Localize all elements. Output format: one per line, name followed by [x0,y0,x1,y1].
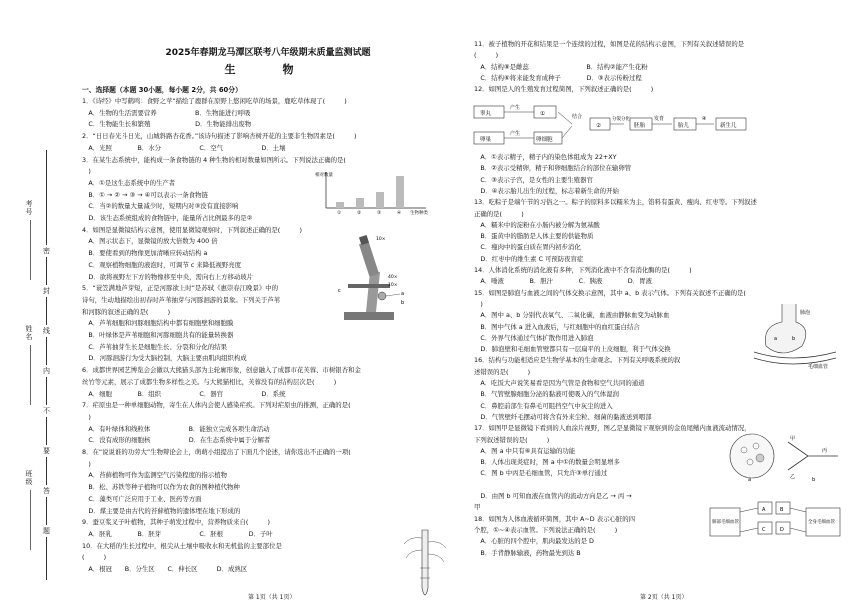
question-line: 7．疟原虫是一种单细胞动物，寄生在人体内会使人感染疟疾。下列对疟原虫的推测，正确的是( [82,401,351,410]
question-line: A．芦苇细胞和河豚细胞结构中都有细胞壁和细胞膜 [82,319,234,328]
chart-tick: ④ [397,211,402,216]
question-line: 14．人体消化系统的消化液有多种，下列消化液中不含有消化酶的是( ) [474,266,692,274]
flow-arrow-label: 产生 [510,105,521,111]
flow-arrow-label: 产生 [510,131,521,137]
question-line: C．生物能生长和繁殖 D．生物能排出废物 [82,120,252,129]
question-line: 10．在大稻的生长过程中，根尖从土壤中吸收水和无机盐的主要部位是 [82,541,282,550]
capillary-label: 毛细血管 [808,364,829,370]
flow-box: 胚胎 [634,123,646,129]
question-line: 9．蚕豆浆叉子叶植物，其种子萌发过程中，营养物质来自( ) [82,518,270,527]
question-line: 下列叙述错误的是( ) [474,435,550,444]
chart-xlabel: 生物种类 [410,211,428,216]
seal-char: 不 [43,407,50,415]
question-line: 16．结构与功能相适应是生物学基本的生命观念。下列有关呼吸系统的叙 [474,356,681,365]
gas-label: a [774,336,778,342]
blood-smear-figure [728,432,848,482]
circulation-figure [706,488,846,588]
question-line: A．胚乳 B．胚芽 C．胚根 D．子叶 [82,529,273,538]
class-blank [30,490,31,550]
exam-subject: 生 物 [224,63,312,76]
question-line: 13．吃粽子是端午节的习俗之一。粽子的原料多以糯米为主，馅料有蛋黄、瘦肉、红枣等。下列叙述 [474,198,757,207]
question-line: 17．如图甲是显微镜下看到的人血涂片视野，图乙是显微镜下观察到的金鱼尾鳍内血液流动情况， [474,424,751,433]
seal-char: 封 [43,287,50,295]
question-line: B．图中气体 a 进入血液后，与红细胞中的血红蛋白结合 [474,322,640,331]
question-line: A．光照 B．水分 C．空气 D．土壤 [82,143,286,152]
chart-bar [336,202,344,208]
chart-ylabel: 相对数量 [315,173,333,178]
question-line: 18．如图为人体血液循环简图，其中 A~D 表示心脏的四 [474,514,636,523]
question-line: C．芦苇抽芽生长是细胞生长、分裂和分化的结果 [82,342,228,351]
question-line: 诗句，生动地描绘出初春时芦苇抽芽与河豚洄游的景象。下列关于芦苇 [82,295,281,304]
flow-arrow-label: 结合 [572,114,583,120]
question-line: D．欲将视野左下方的物像移至中央，需向右上方移动玻片 [82,272,254,281]
alveolus-figure [752,300,842,370]
microscope-label: 10× [388,283,398,288]
question-line: A．苔藓植物可作为监测空气污染程度的指示植物 [82,471,227,480]
flow-box: 卵巢 [480,137,492,143]
question-line: B．人体出现炎症时，图 a 中①的数量会明显增多 [474,458,620,467]
binding-gutter [22,150,62,580]
seal-char: 密 [43,247,50,255]
chart-tick: ① [337,211,342,216]
flow-box: 睾丸 [480,111,492,117]
question-line: 6．成都世界园艺博览会会徽以大熊猫头部为主轮廓形象，创意融入了成都市花芙蓉、市树银杏和金 [82,366,361,375]
question-line: A．图示状态下，显微镜的放大倍数为 400 倍 [82,237,218,246]
question-line: 3．在某生态系统中，能构成一条食物链的 4 种生物的相对数量如图所示。下列说法正确的是( [82,155,346,164]
question-line: C．外界气体通过气体扩散作用进入肺泡 [474,333,594,342]
exam-title: 2025年春期龙马潭区联考八年级期末质量监测试题 [165,48,371,58]
chart-bar [376,192,384,208]
question-line: B．① → ② → ③ → ④可以表示一条食物链 [82,190,208,199]
question-line: A．图中 a、b 分别代表氧气、二氧化碳，血液由静脉血变为动脉血 [474,311,670,320]
microscope-label: c [338,288,341,294]
question-line: C．③表示子宫，是女性的主要生殖器官 [474,175,593,184]
question-line: D．④表示胎儿出生的过程，标志着新生命的开始 [474,186,619,195]
question-line: 11．被子植物的开花和结果是一个连续的过程，如图是花的结构示意图，下列有关叙述错误的是 [474,40,745,48]
student-id-label: 考号 [25,200,33,216]
student-id-blank [30,220,31,280]
question-line: A．吃饭大声说笑易看是因为气管是食物和空气共同的通道 [474,379,645,387]
flow-arrow-label: ④ [702,116,707,122]
question-line: A．根冠 B．分生区 C．伸长区 D．成熟区 [82,565,248,573]
microscope-label: b [401,300,405,306]
microscope-figure [336,232,416,322]
question-line: 述错误的是( ) [474,367,531,376]
chart-bar [396,176,404,208]
flow-box: 卵细胞 [536,137,553,143]
question-line: A．唾液 B．胆汁 C．胰液 D．胃液 [474,277,652,286]
question-line: D．肺泡壁和毛细血管壁都只有一层扁平的上皮细胞，利于气体交换 [474,345,671,354]
question-line: A．①是这生态系统中的生产者 [82,178,176,187]
question-line: B．蛋黄中的脂肪是人体主要的供能物质 [474,232,594,241]
question-line: A．生物的生活需要营养 B．生物能进行呼吸 [82,108,251,117]
seal-char: 答 [43,487,50,495]
chart-tick: ③ [377,211,382,216]
question-line: A．①表示精子，精子内的染色体组成为 22+XY [474,153,617,161]
chart-bar [356,198,364,208]
question-line: C．瘦肉中的蛋白质在胃内初步消化 [474,243,581,252]
left-column [78,0,458,608]
question-line: 个腔，①~④表示血管。下列说法正确的是( ) [474,525,618,534]
question-line: C．结构⑥将来能发育成种子 D．③表示传粉过程 [474,73,642,82]
food-chain-chart [314,168,444,216]
heart-chamber: D [780,527,784,533]
page-footer: 第 1页（共 1页） [248,594,296,601]
question-line: 正确的是( ) [474,209,524,218]
question-line: ) [82,459,91,468]
question-line: B．叶绿体是芦苇细胞和河豚细胞共有的能量转换器 [82,331,234,339]
question-line: A．图 a 中只有⑥具有运输的功能 [474,446,576,455]
seal-char: 线 [43,327,50,335]
question-line: D．由图 b 可知血液在血管内的流动方向是乙 → 丙 → [474,492,632,500]
question-line: 4．如图是显微镜结构示意图，使用显微镜观察时，下列叙述正确的是( ) [82,225,302,234]
student-name-label: 姓名 [25,325,33,341]
question-line: D．该生态系统组成的食物链中，能量所占比例最多的是② [82,214,253,222]
seal-char: 要 [43,447,50,455]
flow-arrow-label: 发育 [654,116,665,122]
circ-label: 肺部毛细血管 [712,520,739,525]
question-line: ( ) [474,51,499,60]
figure-label: a [748,477,752,482]
question-line: 丝竹等元素，展示了成都生物多样性之美。与大熊猫相比，芙蓉没有的结构层次是( ) [82,377,337,386]
question-line: 12．如图是人的生殖发育过程简图，下列叙述正确的是( ) [474,85,654,94]
question-line: C．没有成形的细胞核 D．在生态系统中属于分解者 [82,436,271,445]
right-column [470,0,855,608]
question-line: 8．在“说说谁的功劳大”生物辩论会上，萌萌小组提出了下面几个论述，请你选出不正确的一项( [82,448,351,456]
question-line: ( ) [82,553,107,562]
alveolus-label: 肺泡 [800,310,811,316]
question-line: 1．《诗经》中写鹤鸣：食野之苹“描绘了鹿群在原野上悠闲吃草的场景，鹿吃草体现了( ) [82,97,347,105]
class-label: 班级 [25,470,33,486]
flow-box: 新生儿 [720,123,737,129]
page-footer: 第 2页（共 1页） [640,594,688,601]
seal-char: 内 [43,367,50,375]
question-line: 和河豚的叙述正确的是( ) [82,307,171,316]
question-line: D．红枣中的维生素 C 可预防夜盲症 [474,254,584,263]
question-line: C．藻类可广泛应用于工业、医药等方面 [82,494,202,503]
microscope-label: 40× [388,275,398,280]
chart-tick: ② [357,211,362,216]
question-line: A．有叶绿体和线粒体 B．能独立完成各项生命活动 [82,424,270,433]
flow-box: ② [596,123,601,129]
vessel-label: 甲 [790,436,796,442]
question-line: C．图 b 中丙是毛细血管，只允许③单行通过 [474,469,608,478]
question-line: A．心脏的四个腔中，肌肉最发达的是 D [474,537,594,546]
question-line: B．要使看到的物像更加清晰应转动结构 a [82,249,208,258]
question-line: B．气管壁腺细胞分泌的黏液可使吸入的气体湿润 [474,390,619,399]
question-line: ) [474,299,483,308]
flow-box: 胎儿 [678,123,690,129]
vessel-label: 丙 [822,448,828,454]
question-line: 甲 [474,503,481,512]
question-line: A．糯米中的淀粉在小肠内被分解为氨基酸 [474,220,600,229]
question-line: A．细胞 B．组织 C．器官 D．系统 [82,389,286,398]
circ-label: 全身毛细血管 [808,520,835,525]
heart-chamber: B [780,507,784,513]
question-line: ) [82,167,91,176]
seal-char: 题 [43,527,50,535]
question-line: B．手背静脉输液，药物最先到达 B [474,548,581,557]
question-line: C．鼻腔前部生有鼻毛可阻挡空气中灰尘的进入 [474,401,613,410]
question-line: C．当②的数量大量减少时，短期内对③没有直接影响 [82,202,239,211]
gas-label: b [792,336,796,342]
question-line: 15．如图是肺泡与血液之间的气体交换示意图，其中 a、b 表示气体。下列有关叙述不正确的是( [474,288,746,297]
question-line: A．结构⑧是雌蕊 B．结构②能产生花粉 [474,62,648,71]
question-line: B．松、苏铁等种子植物可以作为农食的图种植代物种 [82,483,240,492]
root-tip-figure [400,528,450,604]
flow-arrow-label: 分裂分化 [612,117,630,122]
heart-chamber: C [762,527,766,533]
reproduction-flow-diagram [472,98,772,160]
student-name-blank [30,345,31,405]
question-line: D．河豚洄游行为受大脑控制，大脑主要由肌肉组织构成 [82,354,247,363]
figure-label: b [812,477,816,482]
question-line: D．气管壁纤毛摆动可将含有外来尘粒、细菌的黏液送到咽部 [474,412,652,421]
microscope-label: 10× [376,237,386,242]
flow-box: ① [540,111,545,117]
microscope-label: a [401,291,405,297]
question-line: C．观察植物细胞的液泡时，可调节 c 来降低视野亮度 [82,260,242,269]
question-line: ) [82,412,91,421]
heart-chamber: A [762,507,766,513]
section-heading: 一、选择题（本题 30小题，每小题 2分，共 60分） [82,86,242,94]
question-line: 5．“蓑笠满地芦芽短，正是河豚欲上时”是苏轼《惠崇春江晚景》中的 [82,284,279,293]
question-line: 2．“日日春光斗日光，山城斜路杏花香。”该诗句描述了影响杏树开花的主要非生物因素是( ) [82,132,357,141]
vessel-label: 乙 [790,474,796,480]
question-line: B．②表示受精卵，精子和卵细胞结合的部位在输卵管 [474,164,632,173]
question-line: D．煤主要是由古代的苔藓植物的遗体埋在地下形成的 [82,506,241,515]
